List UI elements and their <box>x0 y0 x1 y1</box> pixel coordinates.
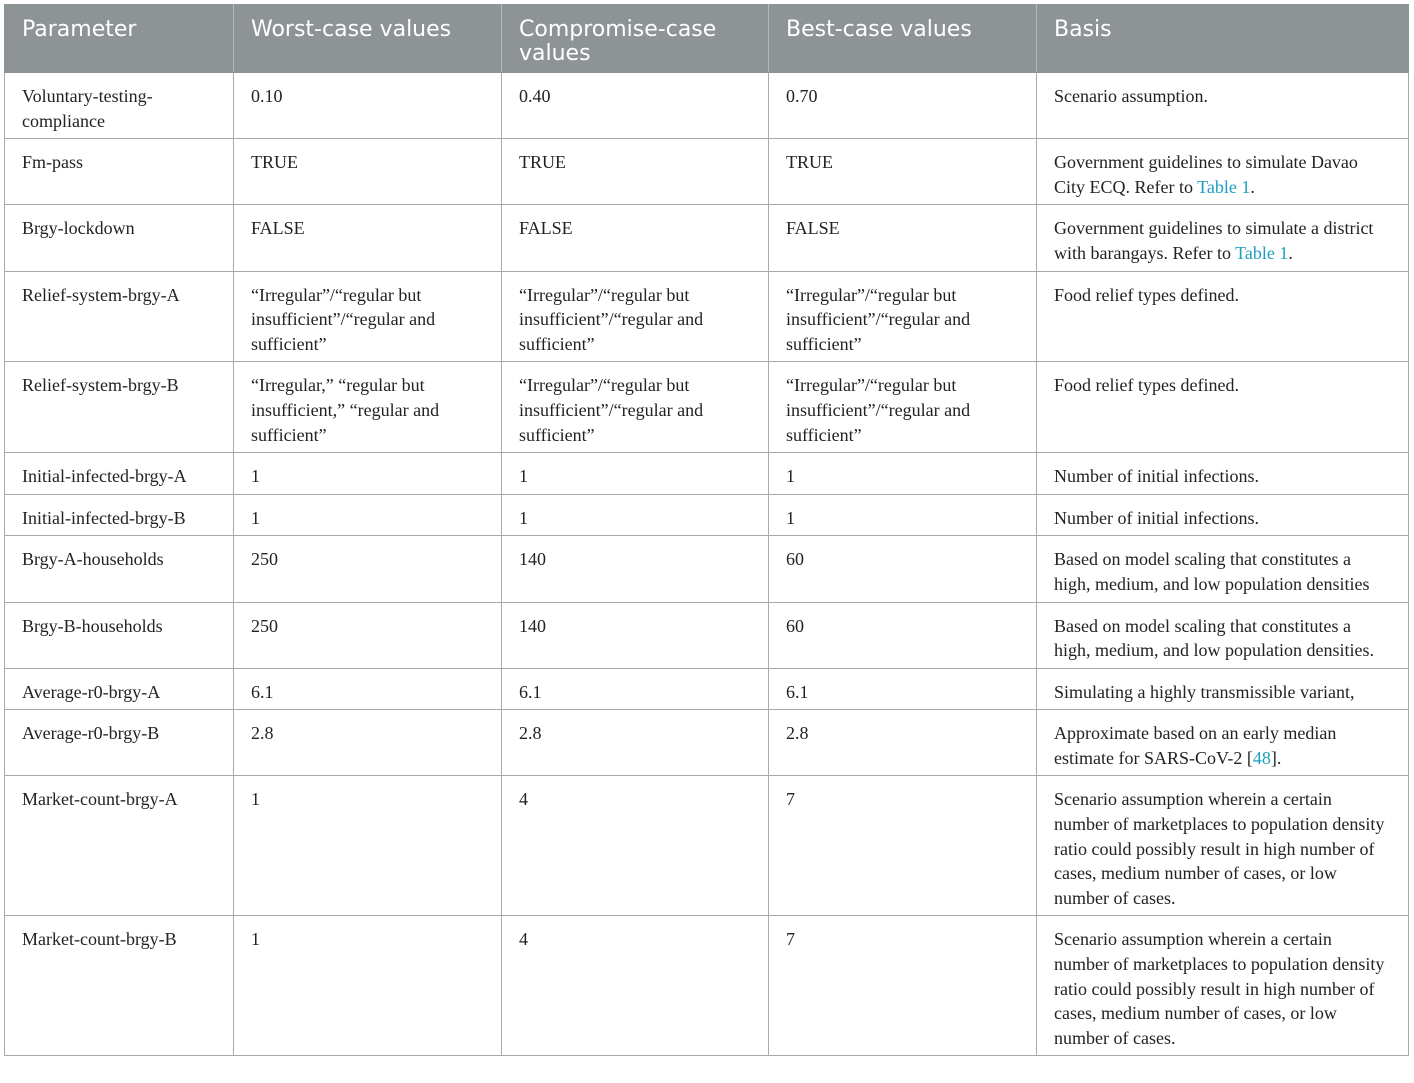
parameter-cell: Brgy-B-households <box>5 602 234 668</box>
table-row <box>5 139 1409 205</box>
header-parameter: Parameter <box>5 5 234 73</box>
basis-text-end: . <box>1288 242 1293 263</box>
parameter-cell: Average-r0-brgy-B <box>5 710 234 776</box>
worst-case-cell: 250 <box>234 602 502 668</box>
basis-cell: Number of initial infections. <box>1037 494 1409 536</box>
compromise-case-cell: 6.1 <box>502 668 769 710</box>
basis-cell <box>1037 710 1409 776</box>
basis-cell: Food relief types defined. <box>1037 362 1409 453</box>
reference-link[interactable]: 48 <box>1252 747 1271 768</box>
worst-case-cell: 6.1 <box>234 668 502 710</box>
best-case-cell: “Irregular”/“regular but insufficient”/“regular and sufficient” <box>769 362 1037 453</box>
basis-text-end: ]. <box>1270 747 1282 768</box>
basis-text: Approximate based on an early median estimate for SARS-CoV-2 [ <box>1054 723 1337 768</box>
basis-cell: Food relief types defined. <box>1037 271 1409 362</box>
worst-case-cell: 1 <box>234 453 502 495</box>
parameter-cell: Initial-infected-brgy-B <box>5 494 234 536</box>
worst-case-cell: 1 <box>234 776 502 916</box>
parameter-cell: Initial-infected-brgy-A <box>5 453 234 495</box>
best-case-cell: 7 <box>769 776 1037 916</box>
parameter-cell: Brgy-A-households <box>5 536 234 602</box>
parameter-cell: Average-r0-brgy-A <box>5 668 234 710</box>
table-header <box>5 5 1409 73</box>
worst-case-cell: FALSE <box>234 205 502 271</box>
basis-cell: Based on model scaling that constitutes a high, medium, and low population densities. <box>1037 602 1409 668</box>
basis-cell: Based on model scaling that constitutes a high, medium, and low population densities <box>1037 536 1409 602</box>
table-row <box>5 205 1409 271</box>
table-row <box>5 271 1409 362</box>
basis-cell: Number of initial infections. <box>1037 453 1409 495</box>
basis-cell: Scenario assumption wherein a certain number of marketplaces to population density ratio could possibly result in high number of cases, medium number of cases, or low number of cases. <box>1037 776 1409 916</box>
compromise-case-cell: 140 <box>502 536 769 602</box>
compromise-case-cell: 4 <box>502 916 769 1056</box>
basis-cell: Simulating a highly transmissible variant, <box>1037 668 1409 710</box>
best-case-cell: 0.70 <box>769 73 1037 139</box>
best-case-cell: 1 <box>769 494 1037 536</box>
best-case-cell: 1 <box>769 453 1037 495</box>
header-best-case: Best-case values <box>769 5 1037 73</box>
worst-case-cell: 2.8 <box>234 710 502 776</box>
compromise-case-cell: 1 <box>502 453 769 495</box>
table-row <box>5 362 1409 453</box>
compromise-case-cell: 2.8 <box>502 710 769 776</box>
worst-case-cell: 0.10 <box>234 73 502 139</box>
header-worst-case: Worst-case values <box>234 5 502 73</box>
compromise-case-cell: 140 <box>502 602 769 668</box>
compromise-case-cell: FALSE <box>502 205 769 271</box>
parameter-cell: Relief-system-brgy-B <box>5 362 234 453</box>
worst-case-cell: “Irregular,” “regular but insufficient,” “regular and sufficient” <box>234 362 502 453</box>
worst-case-cell: “Irregular”/“regular but insufficient”/“regular and sufficient” <box>234 271 502 362</box>
header-basis: Basis <box>1037 5 1409 73</box>
best-case-cell: 2.8 <box>769 710 1037 776</box>
parameter-cell: Brgy-lockdown <box>5 205 234 271</box>
table-row <box>5 710 1409 776</box>
parameter-cell: Market-count-brgy-A <box>5 776 234 916</box>
table-row <box>5 453 1409 495</box>
best-case-cell: 60 <box>769 536 1037 602</box>
best-case-cell: “Irregular”/“regular but insufficient”/“regular and sufficient” <box>769 271 1037 362</box>
best-case-cell: 6.1 <box>769 668 1037 710</box>
parameter-cell: Market-count-brgy-B <box>5 916 234 1056</box>
compromise-case-cell: 0.40 <box>502 73 769 139</box>
basis-cell <box>1037 205 1409 271</box>
table-row <box>5 73 1409 139</box>
basis-cell <box>1037 139 1409 205</box>
basis-text-end: . <box>1250 176 1255 197</box>
table-row <box>5 536 1409 602</box>
compromise-case-cell: TRUE <box>502 139 769 205</box>
table-row <box>5 602 1409 668</box>
best-case-cell: FALSE <box>769 205 1037 271</box>
basis-cell: Scenario assumption. <box>1037 73 1409 139</box>
parameter-cell: Voluntary-testing-compliance <box>5 73 234 139</box>
best-case-cell: TRUE <box>769 139 1037 205</box>
table-row <box>5 916 1409 1056</box>
header-row <box>5 5 1409 73</box>
basis-text: Government guidelines to simulate a district with barangays. Refer to <box>1054 218 1374 263</box>
reference-link[interactable]: Table 1 <box>1235 242 1289 263</box>
basis-cell: Scenario assumption wherein a certain number of marketplaces to population density ratio could possibly result in high number of cases, medium number of cases, or low number of cases. <box>1037 916 1409 1056</box>
table-row <box>5 494 1409 536</box>
parameter-cell: Fm-pass <box>5 139 234 205</box>
compromise-case-cell: 4 <box>502 776 769 916</box>
worst-case-cell: 250 <box>234 536 502 602</box>
reference-link[interactable]: Table 1 <box>1197 176 1251 197</box>
worst-case-cell: 1 <box>234 916 502 1056</box>
compromise-case-cell: “Irregular”/“regular but insufficient”/“regular and sufficient” <box>502 362 769 453</box>
compromise-case-cell: 1 <box>502 494 769 536</box>
table-row <box>5 668 1409 710</box>
best-case-cell: 7 <box>769 916 1037 1056</box>
compromise-case-cell: “Irregular”/“regular but insufficient”/“regular and sufficient” <box>502 271 769 362</box>
header-compromise-case: Compromise-case values <box>502 5 769 73</box>
worst-case-cell: 1 <box>234 494 502 536</box>
parameter-table <box>4 4 1409 1056</box>
parameter-cell: Relief-system-brgy-A <box>5 271 234 362</box>
table-body <box>5 73 1409 1056</box>
table-row <box>5 776 1409 916</box>
worst-case-cell: TRUE <box>234 139 502 205</box>
best-case-cell: 60 <box>769 602 1037 668</box>
basis-text: Government guidelines to simulate Davao City ECQ. Refer to <box>1054 152 1358 197</box>
